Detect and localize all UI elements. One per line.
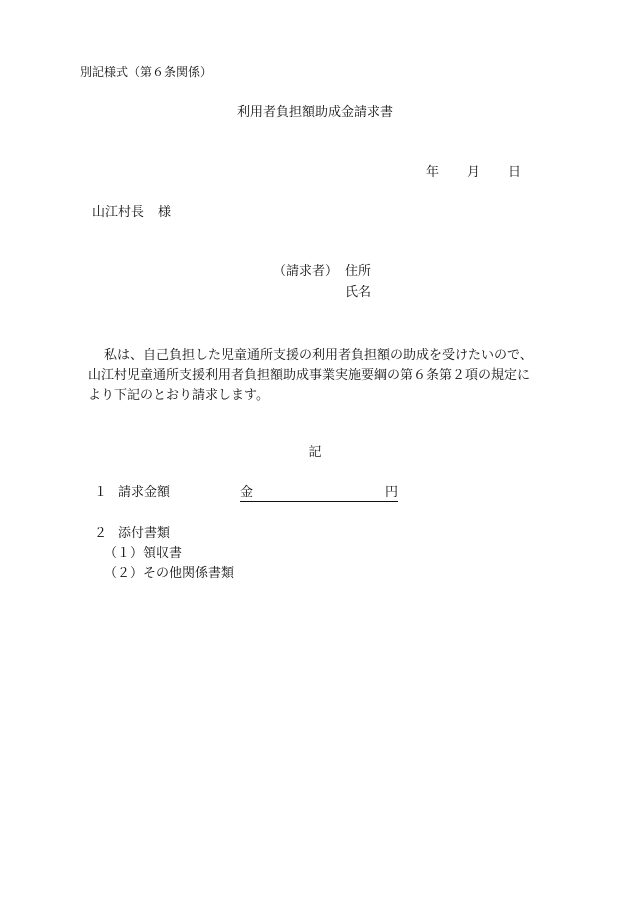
addressee-honorific: 様 — [158, 205, 172, 220]
body-line: 山江村児童通所支援利用者負担額助成事業実施要綱の第６条第２項の規定に — [88, 368, 531, 383]
day-label: 日 — [508, 165, 522, 180]
body-line: 私は、自己負担した児童通所支援の利用者負担額の助成を受けたいので、 — [104, 348, 533, 363]
item-label: 請求金額 — [118, 485, 171, 500]
requester-name-label: 氏名 — [345, 285, 372, 300]
amount-suffix: 円 — [384, 485, 398, 500]
claim-amount-item — [94, 486, 170, 499]
form-reference: 別記様式（第６条関係） — [80, 65, 213, 79]
item-number: １ — [94, 485, 108, 500]
year-label: 年 — [426, 165, 440, 180]
request-body-text — [88, 346, 533, 406]
addressee — [92, 206, 171, 219]
item-number: ２ — [94, 526, 108, 541]
requester-label: （請求者） — [273, 264, 339, 279]
amount-prefix: 金 — [240, 485, 254, 500]
addressee-name: 山江村長 — [92, 205, 145, 220]
document-title: 利用者負担額助成金請求書 — [236, 105, 393, 120]
item-label: 添付書類 — [118, 526, 171, 541]
attachment-other-documents: （２）その他関係書類 — [104, 566, 235, 581]
requester-address-label: 住所 — [345, 264, 372, 279]
attachments-item — [94, 527, 170, 540]
attachment-receipt: （１）領収書 — [104, 546, 183, 561]
ki-heading: 記 — [308, 445, 322, 460]
claim-amount-field — [240, 486, 398, 502]
date-line — [426, 166, 521, 179]
month-label: 月 — [467, 165, 481, 180]
body-line: より下記のとおり請求します。 — [88, 388, 269, 403]
